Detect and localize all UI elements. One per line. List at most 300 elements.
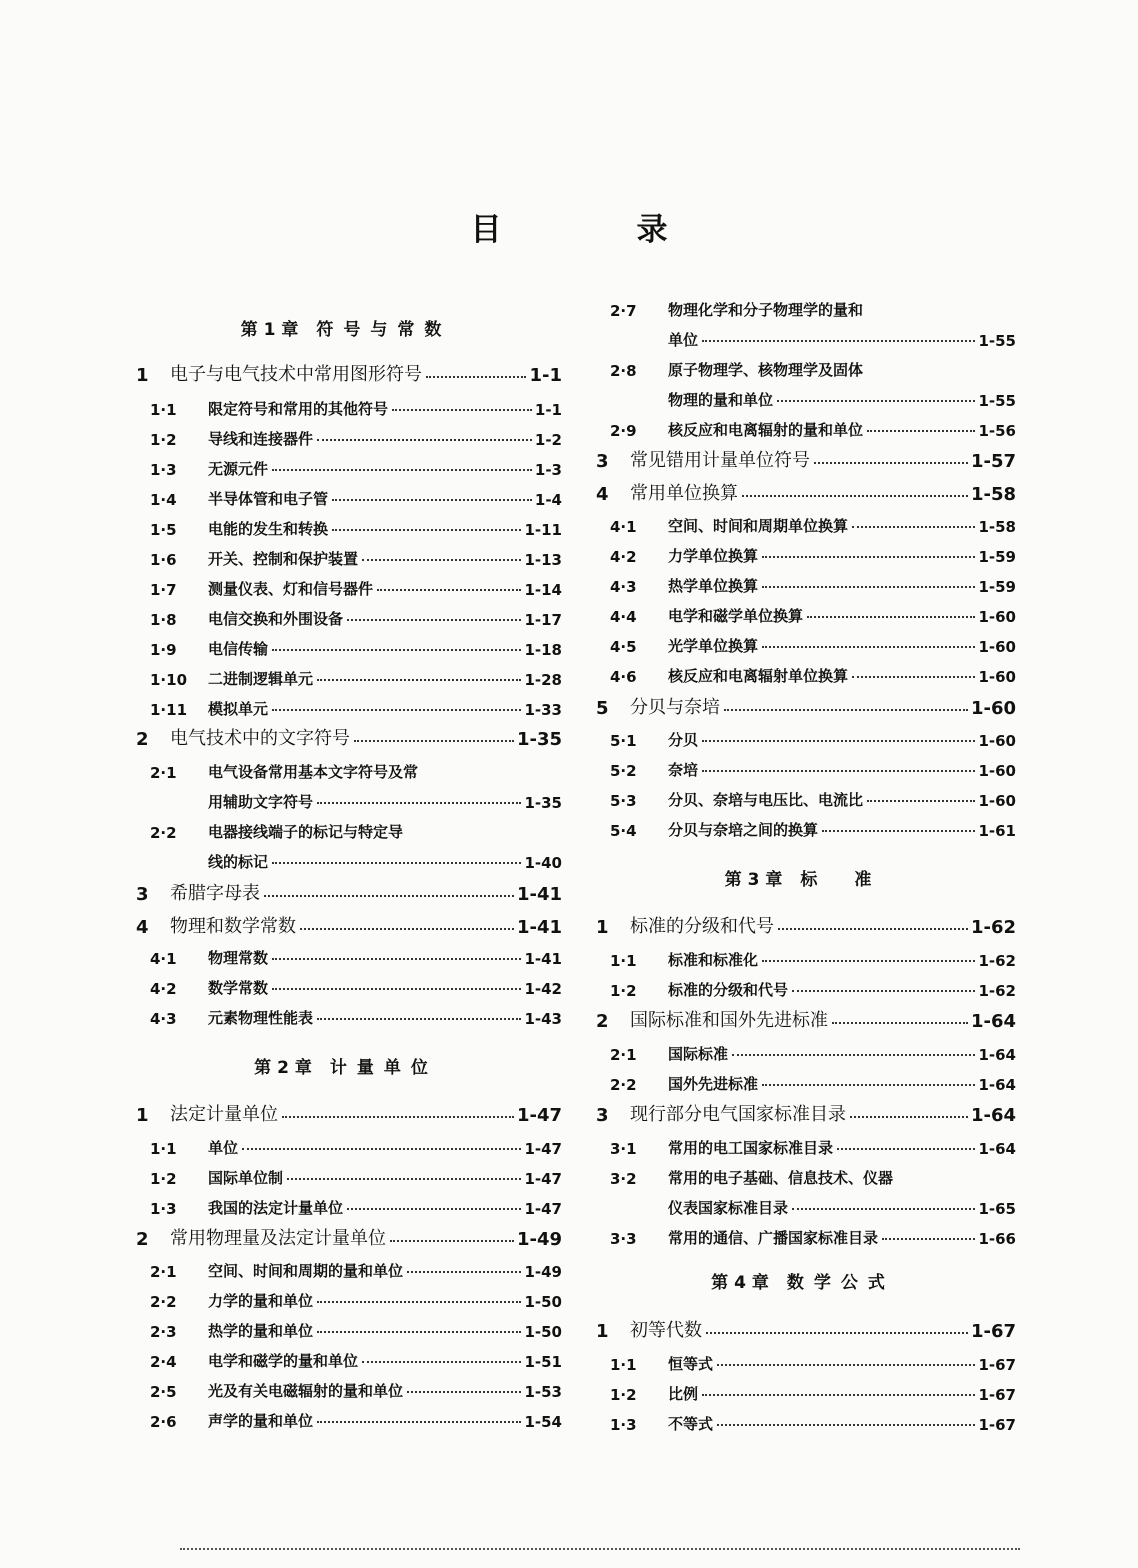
chapter-title: 数学公式 [786, 1273, 895, 1293]
toc-subsection-entry [130, 1251, 562, 1281]
entry-page-number: 1-41 [516, 884, 562, 905]
toc-subsection-entry [130, 1371, 562, 1401]
toc-subsection-entry [590, 720, 1016, 750]
entry-number: 2·3 [150, 1323, 177, 1341]
entry-page-number: 1-54 [524, 1413, 562, 1431]
entry-page-number: 1-60 [970, 698, 1016, 719]
toc-subsection-entry [590, 1158, 1016, 1188]
toc-subsection-entry [590, 940, 1016, 970]
entry-number: 1·3 [610, 1416, 637, 1434]
entry-page-number: 1-14 [524, 581, 562, 599]
entry-page-number: 1-53 [524, 1383, 562, 1401]
toc-subsection-entry [130, 1158, 562, 1188]
dot-leader [332, 499, 532, 501]
toc-subsection-entry [590, 1064, 1016, 1094]
entry-number: 1·2 [610, 982, 637, 1000]
entry-number: 5·4 [610, 822, 637, 840]
entry-page-number: 1-40 [524, 854, 562, 872]
entry-page-number: 1-60 [978, 608, 1016, 626]
dot-leader [362, 1361, 521, 1363]
entry-title: 法定计量单位 [170, 1104, 278, 1125]
entry-page-number: 1-49 [516, 1229, 562, 1250]
toc-subsection-entry [590, 290, 1016, 320]
entry-number: 2·9 [610, 422, 637, 440]
entry-page-number: 1-43 [524, 1010, 562, 1028]
dot-leader [732, 1054, 975, 1056]
dot-leader [867, 800, 975, 802]
page-title: 目 录 [470, 212, 720, 248]
entry-page-number: 1-47 [516, 1105, 562, 1126]
entry-number: 1·1 [150, 401, 177, 419]
entry-page-number: 1-1 [534, 401, 562, 419]
entry-page-number: 1-67 [978, 1356, 1016, 1374]
entry-title: 电学和磁学单位换算 [668, 607, 804, 625]
dot-leader [882, 1238, 975, 1240]
entry-title: 模拟单元 [208, 700, 269, 718]
entry-number: 1·3 [150, 461, 177, 479]
toc-subsection-entry [130, 1188, 562, 1218]
entry-title: 常用的电工国家标准目录 [668, 1139, 834, 1157]
dot-leader [702, 340, 975, 342]
toc-subsection-entry [130, 659, 562, 689]
entry-title: 分贝与奈培之间的换算 [668, 821, 819, 839]
toc-section-entry [130, 1096, 562, 1126]
entry-number: 1·9 [150, 641, 177, 659]
entry-page-number: 1-61 [978, 822, 1016, 840]
toc-subsection-entry [130, 419, 562, 449]
entry-page-number: 1-67 [978, 1386, 1016, 1404]
entry-title: 我国的法定计量单位 [208, 1199, 344, 1217]
entry-title: 电器接线端子的标记与特定导 [208, 823, 404, 841]
dot-leader [332, 529, 521, 531]
entry-page-number: 1-51 [524, 1353, 562, 1371]
entry-title: 国外先进标准 [668, 1075, 759, 1093]
dot-leader [822, 830, 975, 832]
entry-title: 热学的量和单位 [208, 1322, 314, 1340]
toc-subsection-entry [130, 689, 562, 719]
entry-number: 4·4 [610, 608, 637, 626]
toc-section-entry [590, 442, 1016, 472]
toc-subsection-entry [130, 1311, 562, 1341]
entry-title: 标准和标准化 [668, 951, 759, 969]
entry-number: 5·2 [610, 762, 637, 780]
entry-title: 常用的电子基础、信息技术、仪器 [668, 1169, 894, 1187]
entry-title: 物理常数 [208, 949, 269, 967]
entry-title: 电能的发生和转换 [208, 520, 329, 538]
entry-page-number: 1-58 [978, 518, 1016, 536]
chapter-number: 第 4 章 [711, 1273, 769, 1293]
entry-number: 4 [136, 917, 149, 938]
dot-leader [777, 400, 975, 402]
entry-page-number: 1-41 [516, 917, 562, 938]
entry-number: 2·4 [150, 1353, 177, 1371]
toc-section-entry [590, 1096, 1016, 1126]
toc-subsection-entry [590, 656, 1016, 686]
entry-title: 不等式 [668, 1415, 714, 1433]
entry-title: 电学和磁学的量和单位 [208, 1352, 359, 1370]
chapter-number: 第 3 章 [724, 870, 783, 890]
entry-number: 1·11 [150, 701, 188, 719]
toc-subsection-entry [130, 1401, 562, 1431]
entry-page-number: 1-50 [524, 1293, 562, 1311]
entry-title: 国际标准 [668, 1045, 729, 1063]
entry-page-number: 1-17 [524, 611, 562, 629]
entry-number: 2·1 [150, 764, 177, 782]
entry-title: 分贝 [668, 731, 699, 749]
toc-subsection-entry [130, 509, 562, 539]
entry-page-number: 1-49 [524, 1263, 562, 1281]
entry-page-number: 1-59 [978, 578, 1016, 596]
dot-leader [717, 1424, 975, 1426]
dot-leader [347, 1208, 521, 1210]
entry-title: 热学单位换算 [668, 577, 759, 595]
toc-entry-continuation [130, 782, 562, 812]
entry-title: 希腊字母表 [170, 883, 260, 904]
toc-section-entry [130, 1220, 562, 1250]
entry-title: 数学常数 [208, 979, 269, 997]
entry-page-number: 1-47 [524, 1200, 562, 1218]
entry-number: 1·3 [150, 1200, 177, 1218]
dot-leader [272, 469, 532, 471]
entry-title: 核反应和电离辐射单位换算 [668, 667, 849, 685]
toc-section-entry [590, 1002, 1016, 1032]
toc-subsection-entry [130, 629, 562, 659]
entry-number: 1 [136, 365, 149, 386]
toc-subsection-entry [130, 812, 562, 842]
entry-title: 单位 [668, 331, 699, 349]
entry-number: 1 [596, 1321, 609, 1342]
entry-number: 4·3 [150, 1010, 177, 1028]
entry-page-number: 1-59 [978, 548, 1016, 566]
entry-title: 限定符号和常用的其他符号 [208, 400, 389, 418]
entry-page-number: 1-50 [524, 1323, 562, 1341]
chapter-heading [590, 1268, 1016, 1298]
dot-leader [264, 895, 514, 897]
dot-leader [282, 1116, 514, 1118]
entry-title: 分贝与奈培 [630, 697, 720, 718]
entry-number: 2·6 [150, 1413, 177, 1431]
entry-number: 2·7 [610, 302, 637, 320]
entry-number: 1·6 [150, 551, 177, 569]
entry-title: 标准的分级和代号 [630, 916, 774, 937]
toc-subsection-entry [590, 566, 1016, 596]
chapter-heading [130, 1053, 562, 1083]
entry-page-number: 1-58 [970, 484, 1016, 505]
entry-title: 常用的通信、广播国家标准目录 [668, 1229, 879, 1247]
toc-subsection-entry [590, 810, 1016, 840]
toc-subsection-entry [130, 998, 562, 1028]
entry-title: 二进制逻辑单元 [208, 670, 314, 688]
entry-number: 2·5 [150, 1383, 177, 1401]
toc-section-entry [590, 1312, 1016, 1342]
entry-page-number: 1-60 [978, 668, 1016, 686]
entry-number: 3 [136, 884, 149, 905]
toc-subsection-entry [130, 1128, 562, 1158]
dot-leader [778, 928, 968, 930]
entry-page-number: 1-11 [524, 521, 562, 539]
entry-number: 1·2 [610, 1386, 637, 1404]
entry-title: 原子物理学、核物理学及固体 [668, 361, 864, 379]
entry-title: 国际单位制 [208, 1169, 284, 1187]
dot-leader [852, 676, 975, 678]
entry-title: 光及有关电磁辐射的量和单位 [208, 1382, 404, 1400]
entry-page-number: 1-55 [978, 392, 1016, 410]
entry-title: 单位 [208, 1139, 239, 1157]
entry-title: 测量仪表、灯和信号器件 [208, 580, 374, 598]
entry-number: 1 [596, 917, 609, 938]
toc-section-entry [590, 475, 1016, 505]
toc-entry-continuation [590, 380, 1016, 410]
dot-leader [852, 526, 975, 528]
entry-page-number: 1-13 [524, 551, 562, 569]
dot-leader [272, 862, 521, 864]
entry-number: 4·2 [610, 548, 637, 566]
entry-title: 无源元件 [208, 460, 269, 478]
dot-leader [317, 1301, 521, 1303]
chapter-number: 第 2 章 [254, 1058, 312, 1078]
entry-number: 2·2 [150, 1293, 177, 1311]
dot-leader [317, 802, 521, 804]
entry-page-number: 1-65 [978, 1200, 1016, 1218]
toc-subsection-entry [590, 350, 1016, 380]
entry-page-number: 1-41 [524, 950, 562, 968]
dot-leader [762, 586, 975, 588]
footer-rule [180, 1548, 1020, 1550]
entry-number: 4·1 [610, 518, 637, 536]
dot-leader [814, 462, 968, 464]
dot-leader [407, 1271, 521, 1273]
dot-leader [762, 960, 975, 962]
entry-number: 2·1 [610, 1046, 637, 1064]
entry-page-number: 1-60 [978, 638, 1016, 656]
entry-title: 初等代数 [630, 1320, 702, 1341]
dot-leader [407, 1391, 521, 1393]
toc-subsection-entry [130, 1341, 562, 1371]
entry-number: 3 [596, 1105, 609, 1126]
entry-number: 5·3 [610, 792, 637, 810]
entry-page-number: 1-28 [524, 671, 562, 689]
toc-subsection-entry [590, 1404, 1016, 1434]
entry-number: 1·5 [150, 521, 177, 539]
dot-leader [272, 988, 521, 990]
entry-page-number: 1-60 [978, 762, 1016, 780]
toc-subsection-entry [130, 968, 562, 998]
entry-page-number: 1-35 [516, 729, 562, 750]
entry-page-number: 1-67 [970, 1321, 1016, 1342]
dot-leader [317, 439, 532, 441]
toc-subsection-entry [590, 1034, 1016, 1064]
toc-subsection-entry [590, 536, 1016, 566]
toc-subsection-entry [130, 752, 562, 782]
entry-title: 常用物理量及法定计量单位 [170, 1228, 386, 1249]
entry-page-number: 1-60 [978, 732, 1016, 750]
toc-subsection-entry [590, 410, 1016, 440]
entry-title: 电信传输 [208, 640, 269, 658]
entry-title: 常用单位换算 [630, 483, 738, 504]
toc-subsection-entry [130, 1281, 562, 1311]
entry-page-number: 1-60 [978, 792, 1016, 810]
entry-number: 2·2 [150, 824, 177, 842]
dot-leader [426, 376, 526, 378]
entry-number: 1·2 [150, 431, 177, 449]
toc-entry-continuation [590, 1188, 1016, 1218]
entry-title: 力学单位换算 [668, 547, 759, 565]
entry-title: 物理化学和分子物理学的量和 [668, 301, 864, 319]
dot-leader [242, 1148, 521, 1150]
dot-leader [742, 495, 968, 497]
entry-page-number: 1-42 [524, 980, 562, 998]
entry-page-number: 1-57 [970, 451, 1016, 472]
dot-leader [807, 616, 975, 618]
toc-subsection-entry [590, 970, 1016, 1000]
toc-subsection-entry [590, 1374, 1016, 1404]
dot-leader [867, 430, 975, 432]
dot-leader [317, 1331, 521, 1333]
dot-leader [347, 619, 521, 621]
dot-leader [850, 1116, 968, 1118]
entry-title: 开关、控制和保护装置 [208, 550, 359, 568]
entry-title: 电气设备常用基本文字符号及常 [208, 763, 419, 781]
entry-title: 半导体管和电子管 [208, 490, 329, 508]
entry-page-number: 1-67 [978, 1416, 1016, 1434]
toc-subsection-entry [590, 1218, 1016, 1248]
entry-page-number: 1-64 [978, 1076, 1016, 1094]
entry-number: 1·2 [150, 1170, 177, 1188]
toc-subsection-entry [590, 596, 1016, 626]
chapter-heading [590, 865, 1016, 895]
dot-leader [762, 646, 975, 648]
entry-page-number: 1-47 [524, 1140, 562, 1158]
entry-number: 3·2 [610, 1170, 637, 1188]
entry-title: 现行部分电气国家标准目录 [630, 1104, 846, 1125]
dot-leader [362, 559, 521, 561]
dot-leader [300, 928, 514, 930]
entry-number: 1·8 [150, 611, 177, 629]
entry-title: 电子与电气技术中常用图形符号 [170, 364, 422, 385]
entry-number: 1·1 [150, 1140, 177, 1158]
chapter-heading [130, 315, 562, 345]
entry-page-number: 1-66 [978, 1230, 1016, 1248]
entry-page-number: 1-62 [978, 982, 1016, 1000]
toc-subsection-entry [130, 599, 562, 629]
entry-number: 2·2 [610, 1076, 637, 1094]
dot-leader [706, 1332, 968, 1334]
toc-section-entry [590, 908, 1016, 938]
dot-leader [317, 679, 521, 681]
entry-number: 1·10 [150, 671, 188, 689]
entry-title: 用辅助文字符号 [208, 793, 314, 811]
dot-leader [317, 1421, 521, 1423]
entry-title: 分贝、奈培与电压比、电流比 [668, 791, 864, 809]
entry-page-number: 1-64 [970, 1105, 1016, 1126]
toc-subsection-entry [590, 780, 1016, 810]
toc-subsection-entry [590, 750, 1016, 780]
toc-subsection-entry [130, 449, 562, 479]
toc-subsection-entry [590, 1128, 1016, 1158]
entry-number: 5 [596, 698, 609, 719]
entry-title: 常见错用计量单位符号 [630, 450, 810, 471]
entry-number: 1·1 [610, 1356, 637, 1374]
entry-number: 4·5 [610, 638, 637, 656]
toc-section-entry [130, 875, 562, 905]
chapter-number: 第 1 章 [240, 320, 299, 340]
entry-title: 核反应和电离辐射的量和单位 [668, 421, 864, 439]
entry-number: 4 [596, 484, 609, 505]
entry-page-number: 1-2 [534, 431, 562, 449]
entry-title: 声学的量和单位 [208, 1412, 314, 1430]
entry-page-number: 1-64 [978, 1140, 1016, 1158]
dot-leader [287, 1178, 521, 1180]
entry-title: 线的标记 [208, 853, 269, 871]
entry-number: 2·1 [150, 1263, 177, 1281]
entry-title: 导线和连接器件 [208, 430, 314, 448]
entry-number: 3 [596, 451, 609, 472]
dot-leader [317, 1018, 521, 1020]
entry-title: 空间、时间和周期单位换算 [668, 517, 849, 535]
entry-page-number: 1-62 [978, 952, 1016, 970]
entry-number: 4·6 [610, 668, 637, 686]
entry-title: 电气技术中的文字符号 [170, 728, 350, 749]
toc-section-entry [130, 356, 562, 386]
toc-section-entry [590, 689, 1016, 719]
entry-title: 力学的量和单位 [208, 1292, 314, 1310]
dot-leader [792, 990, 975, 992]
entry-number: 4·2 [150, 980, 177, 998]
entry-page-number: 1-55 [978, 332, 1016, 350]
dot-leader [702, 740, 975, 742]
dot-leader [792, 1208, 975, 1210]
toc-subsection-entry [590, 626, 1016, 656]
dot-leader [377, 589, 521, 591]
dot-leader [762, 556, 975, 558]
toc-entry-continuation [130, 842, 562, 872]
entry-title: 标准的分级和代号 [668, 981, 789, 999]
entry-title: 国际标准和国外先进标准 [630, 1010, 828, 1031]
entry-number: 1 [136, 1105, 149, 1126]
chapter-title: 标 准 [800, 870, 882, 890]
entry-title: 奈培 [668, 761, 699, 779]
chapter-title: 计量单位 [329, 1058, 438, 1078]
entry-title: 光学单位换算 [668, 637, 759, 655]
entry-title: 比例 [668, 1385, 699, 1403]
entry-number: 4·1 [150, 950, 177, 968]
toc-subsection-entry [130, 569, 562, 599]
entry-number: 3·3 [610, 1230, 637, 1248]
dot-leader [272, 709, 521, 711]
entry-page-number: 1-35 [524, 794, 562, 812]
entry-page-number: 1-64 [970, 1011, 1016, 1032]
entry-title: 元素物理性能表 [208, 1009, 314, 1027]
entry-page-number: 1-62 [970, 917, 1016, 938]
entry-number: 4·3 [610, 578, 637, 596]
entry-page-number: 1-1 [529, 365, 562, 386]
dot-leader [702, 770, 975, 772]
entry-page-number: 1-18 [524, 641, 562, 659]
entry-page-number: 1-64 [978, 1046, 1016, 1064]
dot-leader [832, 1022, 968, 1024]
dot-leader [724, 709, 968, 711]
toc-subsection-entry [130, 938, 562, 968]
dot-leader [272, 649, 521, 651]
entry-page-number: 1-56 [978, 422, 1016, 440]
toc-section-entry [130, 720, 562, 750]
entry-number: 1·7 [150, 581, 177, 599]
entry-title: 仪表国家标准目录 [668, 1199, 789, 1217]
toc-subsection-entry [590, 506, 1016, 536]
toc-subsection-entry [130, 479, 562, 509]
entry-title: 物理的量和单位 [668, 391, 774, 409]
dot-leader [702, 1394, 975, 1396]
